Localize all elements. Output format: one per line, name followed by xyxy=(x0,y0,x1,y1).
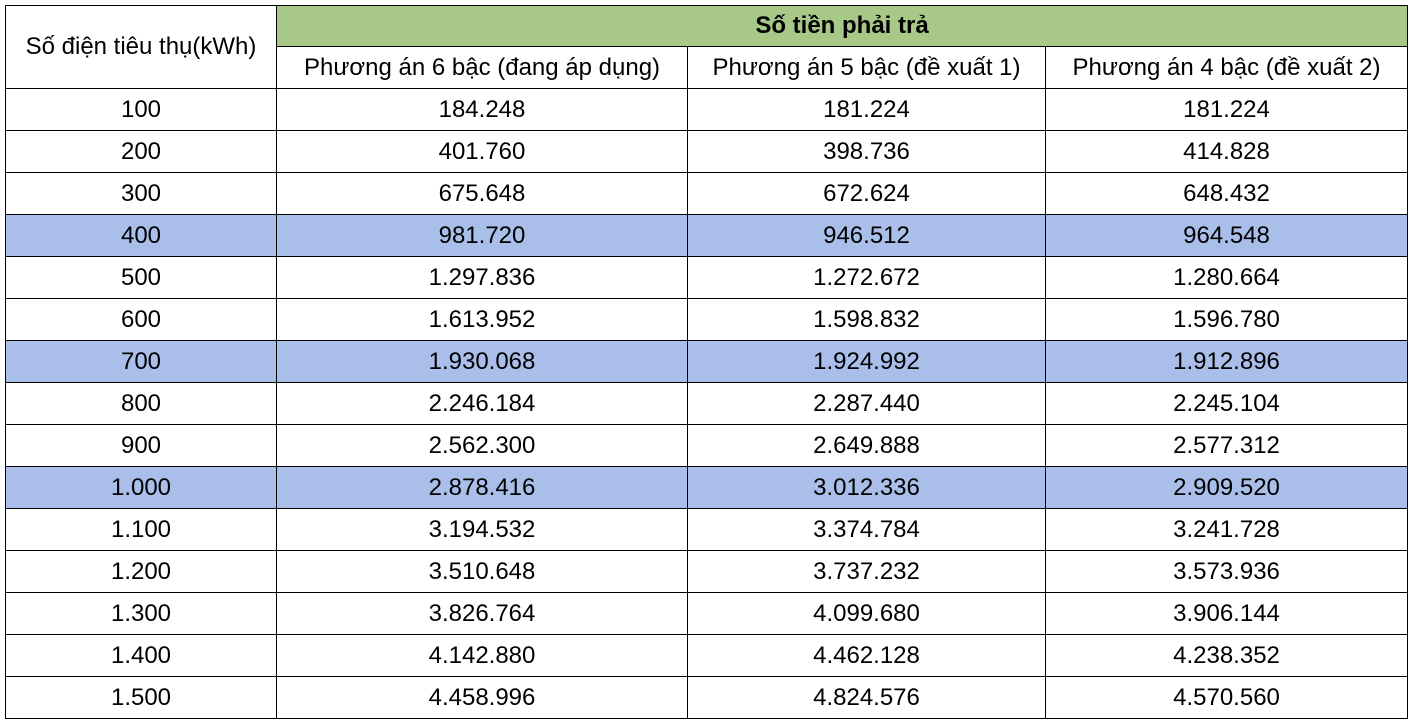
cell-plan-4-tier: 1.280.664 xyxy=(1046,257,1408,299)
cell-kwh: 800 xyxy=(6,383,277,425)
cell-kwh: 1.100 xyxy=(6,509,277,551)
cell-plan-6-tier: 184.248 xyxy=(277,89,688,131)
cell-plan-5-tier: 4.462.128 xyxy=(688,635,1046,677)
cell-plan-5-tier: 2.287.440 xyxy=(688,383,1046,425)
header-plan-4-tier: Phương án 4 bậc (đề xuất 2) xyxy=(1046,47,1408,89)
cell-plan-4-tier: 181.224 xyxy=(1046,89,1408,131)
table-row xyxy=(6,131,1408,173)
table-row xyxy=(6,299,1408,341)
cell-kwh: 700 xyxy=(6,341,277,383)
header-kwh: Số điện tiêu thụ(kWh) xyxy=(6,6,277,89)
cell-kwh: 400 xyxy=(6,215,277,257)
table-row xyxy=(6,425,1408,467)
cell-plan-5-tier: 4.099.680 xyxy=(688,593,1046,635)
table-row xyxy=(6,677,1408,719)
cell-plan-5-tier: 1.598.832 xyxy=(688,299,1046,341)
table-row xyxy=(6,467,1408,509)
cell-plan-6-tier: 675.648 xyxy=(277,173,688,215)
cell-plan-6-tier: 1.613.952 xyxy=(277,299,688,341)
cell-plan-6-tier: 4.458.996 xyxy=(277,677,688,719)
table-row xyxy=(6,593,1408,635)
cell-kwh: 200 xyxy=(6,131,277,173)
cell-plan-5-tier: 672.624 xyxy=(688,173,1046,215)
cell-plan-5-tier: 1.272.672 xyxy=(688,257,1046,299)
cell-kwh: 1.000 xyxy=(6,467,277,509)
cell-plan-6-tier: 3.194.532 xyxy=(277,509,688,551)
cell-plan-6-tier: 2.878.416 xyxy=(277,467,688,509)
table-row xyxy=(6,341,1408,383)
header-row-group xyxy=(6,6,1408,47)
table-header xyxy=(6,6,1408,89)
cell-plan-5-tier: 3.737.232 xyxy=(688,551,1046,593)
cell-plan-6-tier: 3.510.648 xyxy=(277,551,688,593)
cell-plan-4-tier: 3.573.936 xyxy=(1046,551,1408,593)
cell-plan-4-tier: 1.912.896 xyxy=(1046,341,1408,383)
header-amount-group: Số tiền phải trả xyxy=(277,6,1408,47)
cell-kwh: 100 xyxy=(6,89,277,131)
cell-plan-5-tier: 2.649.888 xyxy=(688,425,1046,467)
cell-plan-4-tier: 4.238.352 xyxy=(1046,635,1408,677)
cell-plan-4-tier: 4.570.560 xyxy=(1046,677,1408,719)
cell-plan-6-tier: 981.720 xyxy=(277,215,688,257)
cell-plan-6-tier: 3.826.764 xyxy=(277,593,688,635)
cell-kwh: 1.500 xyxy=(6,677,277,719)
header-plan-5-tier: Phương án 5 bậc (đề xuất 1) xyxy=(688,47,1046,89)
table-row xyxy=(6,635,1408,677)
cell-plan-4-tier: 2.577.312 xyxy=(1046,425,1408,467)
cell-plan-6-tier: 2.246.184 xyxy=(277,383,688,425)
cell-plan-4-tier: 414.828 xyxy=(1046,131,1408,173)
table-row xyxy=(6,215,1408,257)
cell-plan-6-tier: 2.562.300 xyxy=(277,425,688,467)
cell-plan-5-tier: 181.224 xyxy=(688,89,1046,131)
cell-plan-5-tier: 4.824.576 xyxy=(688,677,1046,719)
cell-plan-4-tier: 3.906.144 xyxy=(1046,593,1408,635)
table-body xyxy=(6,89,1408,719)
table-row xyxy=(6,383,1408,425)
table-row xyxy=(6,89,1408,131)
cell-kwh: 600 xyxy=(6,299,277,341)
cell-plan-5-tier: 3.012.336 xyxy=(688,467,1046,509)
cell-kwh: 1.300 xyxy=(6,593,277,635)
cell-plan-5-tier: 1.924.992 xyxy=(688,341,1046,383)
cell-plan-4-tier: 2.245.104 xyxy=(1046,383,1408,425)
cell-plan-5-tier: 946.512 xyxy=(688,215,1046,257)
cell-plan-5-tier: 398.736 xyxy=(688,131,1046,173)
cell-kwh: 500 xyxy=(6,257,277,299)
cell-kwh: 900 xyxy=(6,425,277,467)
cell-plan-4-tier: 964.548 xyxy=(1046,215,1408,257)
cell-plan-6-tier: 1.297.836 xyxy=(277,257,688,299)
cell-plan-4-tier: 648.432 xyxy=(1046,173,1408,215)
table-row xyxy=(6,509,1408,551)
table-row xyxy=(6,257,1408,299)
price-comparison-table xyxy=(5,5,1408,719)
table-row xyxy=(6,551,1408,593)
cell-plan-4-tier: 1.596.780 xyxy=(1046,299,1408,341)
cell-plan-6-tier: 401.760 xyxy=(277,131,688,173)
cell-plan-4-tier: 2.909.520 xyxy=(1046,467,1408,509)
cell-plan-4-tier: 3.241.728 xyxy=(1046,509,1408,551)
cell-kwh: 1.200 xyxy=(6,551,277,593)
table-row xyxy=(6,173,1408,215)
cell-plan-6-tier: 1.930.068 xyxy=(277,341,688,383)
header-plan-6-tier: Phương án 6 bậc (đang áp dụng) xyxy=(277,47,688,89)
cell-plan-6-tier: 4.142.880 xyxy=(277,635,688,677)
cell-plan-5-tier: 3.374.784 xyxy=(688,509,1046,551)
cell-kwh: 1.400 xyxy=(6,635,277,677)
cell-kwh: 300 xyxy=(6,173,277,215)
